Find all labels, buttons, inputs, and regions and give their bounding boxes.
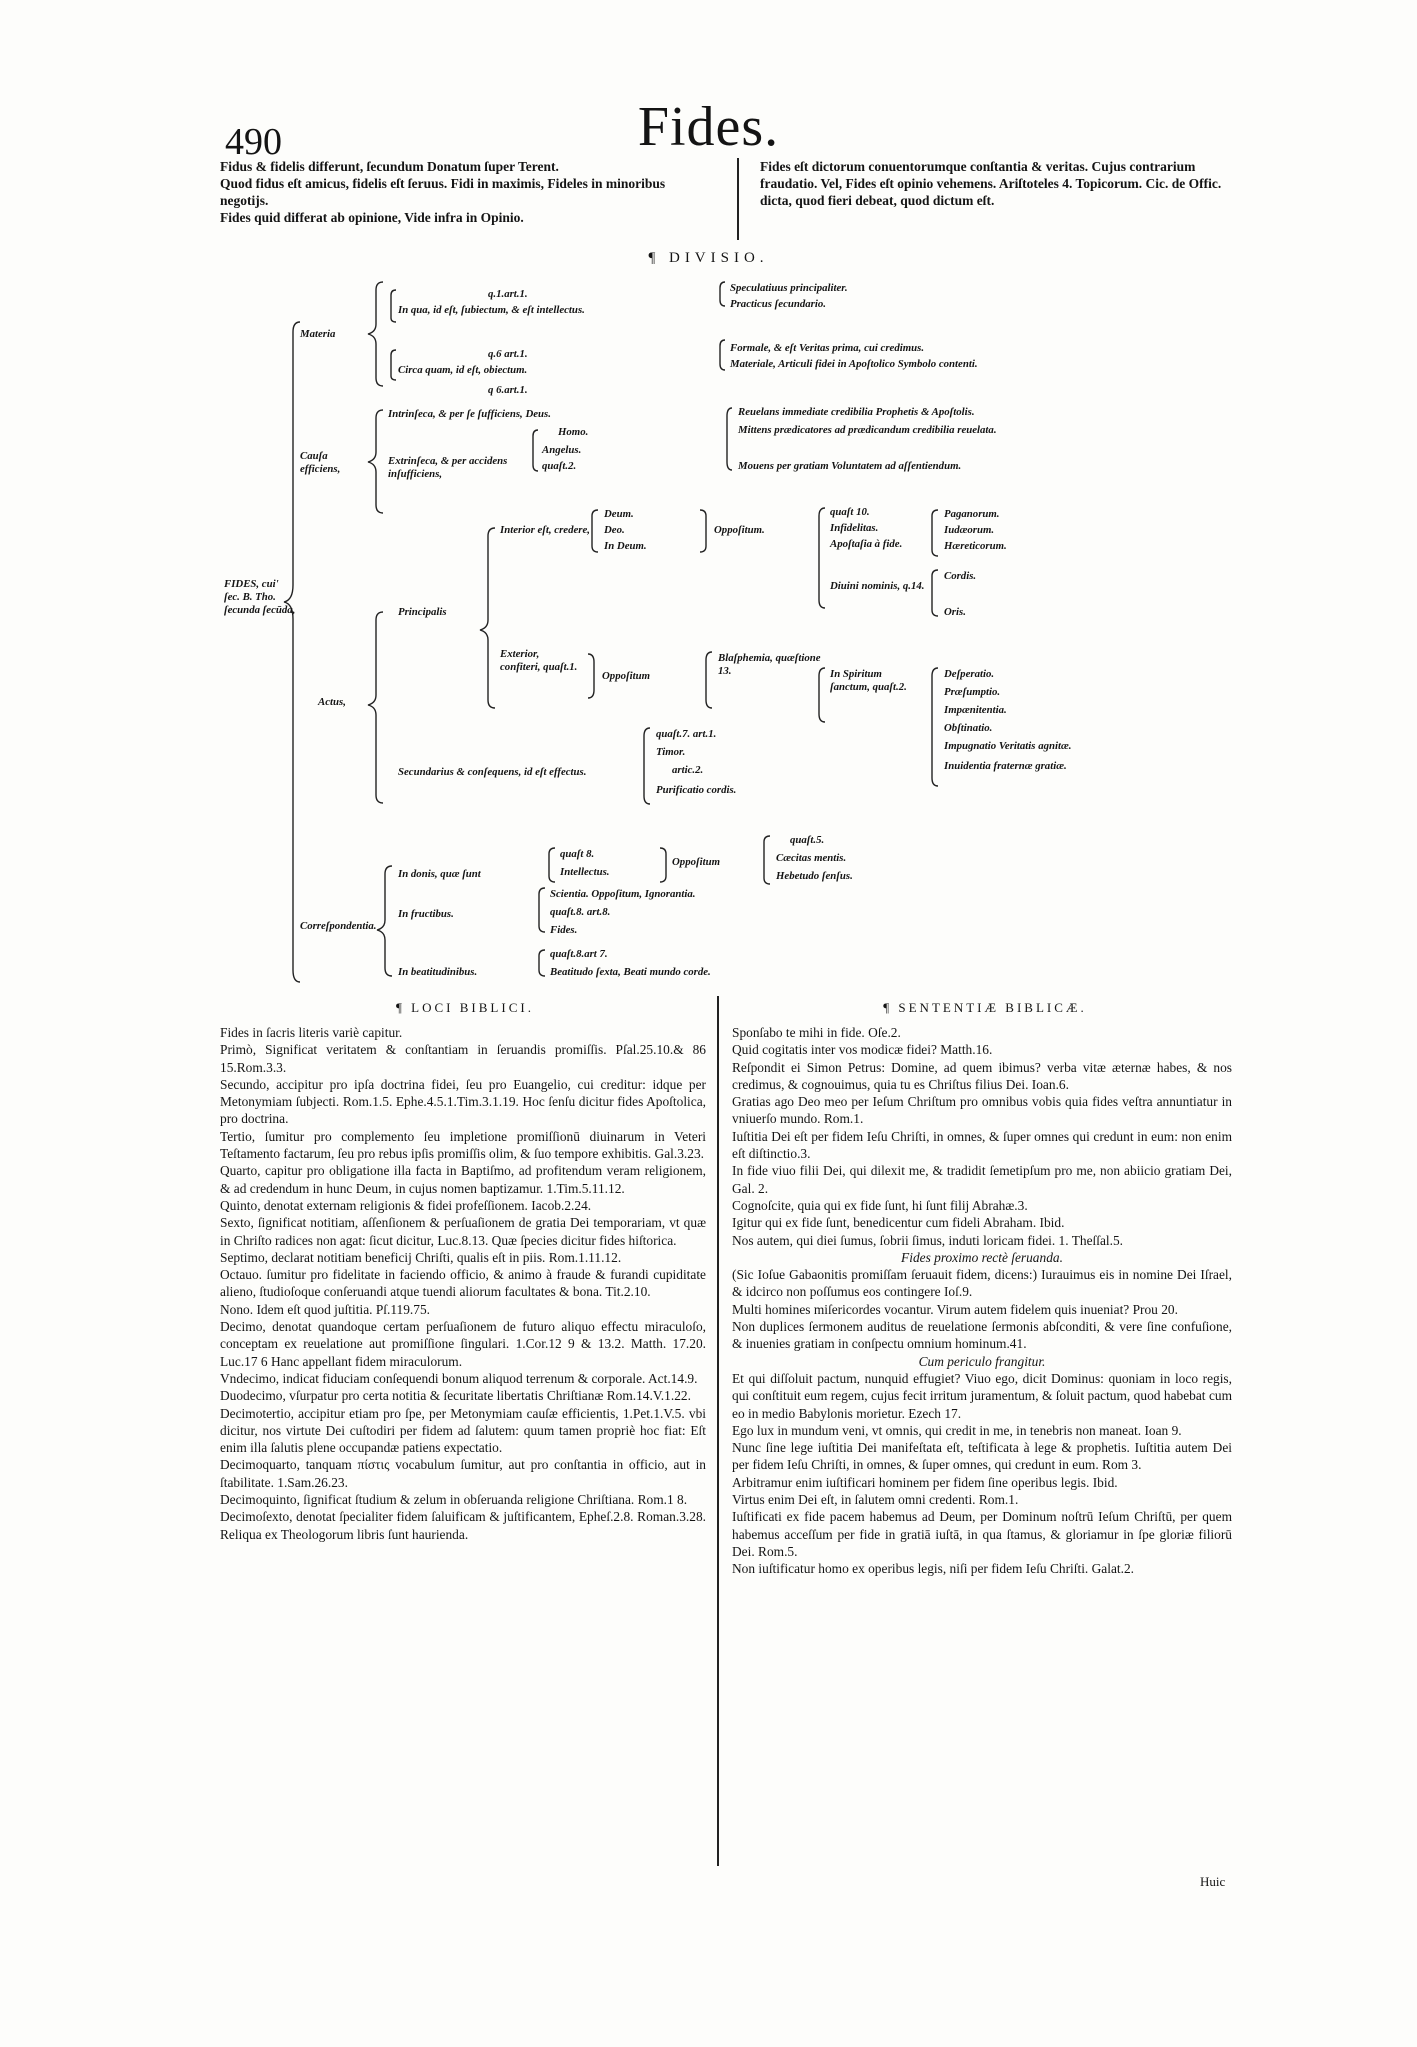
tree-leaf: Iudæorum. [944,524,995,536]
tree-leaf: Impænitentia. [944,704,1007,716]
tree-leaf: Homo. [558,426,589,438]
loci-para: Decimotertio, accipitur etiam pro ſpe, per Metonymiam cauſæ efficientis, 1.Pet.1.V.5. vbi dicitur, nos virtute Dei cuſtodiri per fidem ad ſalutem: quum tamen propriè hoc fiat: Eſt enim illa ſalutis plene occupandæ patiens expectatio. [220,1405,706,1456]
tree-leaf: Oris. [944,606,966,618]
sententia-para: Igitur qui ex fide ſunt, benedicentur cum fideli Abraham. Ibid. [732,1215,1065,1231]
catchword: Huic [1200,1874,1226,1889]
loci-para: Duodecimo, vſurpatur pro certa notitia & ſecuritate libertatis Chriſtianæ Rom.14.V.1.22. [220,1388,691,1404]
sententia-subheading: Fides proximo rectè ſeruanda. [901,1249,1063,1265]
tree-leaf: Deum. [604,508,634,520]
tree-node-secundarius: Secundarius & conſequens, id eſt effectus. [398,766,587,778]
tree-node-oppositum: Oppoſitum. [714,524,765,536]
sententia-para: Non duplices ſermonem auditus de reuelatione ſermonis abſconditi, & vere ſine confuſione, & inuenies gratiam in conſpectu omnium hominum.41. [732,1319,1232,1352]
tree-leaf: Angelus. [542,444,582,456]
sententia-para: Et qui diſſoluit pactum, nunquid effugiet? Viuo ego, dicit Dominus: quoniam in loco regis, qui conſtituit eum regem, cujus fecit irritum juramentum, & ſoluit pactum, quod habebat cum eo in medio Babylonis morietur. Ezech 17. [732,1370,1232,1421]
sententia-para: Non iuſtificatur homo ex operibus legis, niſi per fidem Ieſu Chriſti. Galat.2. [732,1561,1135,1577]
tree-leaf: Cæcitas mentis. [776,852,847,864]
column-divider [717,996,719,1866]
intro-line: Fides eſt dictorum conuentorumque conſtantia & veritas. Cujus contrarium fraudatio. Vel, Fides eſt opinio vehemens. Ariſtoteles 4. Topicorum. Cic. de Offic. dicta, quod fieri debeat, quod dictum eſt. [760,159,1222,208]
tree-leaf: Obſtinatio. [944,722,993,734]
tree-leaf: Mouens per gratiam Voluntatem ad aſſentiendum. [738,460,962,472]
tree-leaf: quaſt.5. [790,834,825,846]
tree-leaf: Beatitudo ſexta, Beati mundo corde. [550,966,711,978]
tree-ref: q.1.art.1. [488,288,528,300]
loci-para: Decimoſexto, denotat ſpecialiter fidem ſaluificam & juſtificantem, Epheſ.2.8. Roman.3.28. Reliqua ex Theologorum libris ſunt haurienda. [220,1509,706,1542]
tree-node-exterior: Exterior, confiteri, quaſt.1. [500,648,578,673]
sententia-para: Iuſtificati ex fide pacem habemus ad Deum, per Dominum noſtrū Ieſum Chriſtū, per quem habemus acceſſum per fide in gratiā iuſtā, in qua ſtamus, & gloriamur in ſpe gloriæ filiorū Dei. Rom.5. [732,1509,1232,1559]
tree-leaf: Intellectus. [560,866,610,878]
loci-para: Primò, Significat veritatem & conſtantiam in ſeruandis promiſſis. Pſal.25.10.& 86 15.Rom.3.3. [220,1042,706,1075]
tree-ref: q 6.art.1. [488,384,528,396]
loci-para: Decimoquarto, tanquam πίστις vocabulum ſumitur, aut pro conſtantia in officio, aut in ſtabilitate. 1.Sam.26.23. [220,1457,706,1490]
intro-line: Quod fidus eſt amicus, fidelis eſt ſeruus. Fidi in maximis, Fideles in minoribus negotijs. [220,176,666,208]
loci-para: Tertio, ſumitur pro complemento ſeu impletione promiſſionū diuinarum in Veteri Teſtamento factarum, ſeu pro rebus ipſis promiſſis olim, & ſuo tempore exhibitis. Gal.3.23. [220,1128,706,1162]
loci-para: Secundo, accipitur pro ipſa doctrina fidei, ſeu pro Euangelio, cui creditur: idque per Metonymiam ſubjecti. Rom.1.5. Ephe.4.5.1.Tim.3.1.19. Hoc ſenſu dicitur fides Apoſtolica, pro doctrina. [220,1076,706,1127]
tree-leaf: Scientia. Oppoſitum, Ignorantia. [550,888,696,900]
sententia-para: Virtus enim Dei eſt, in ſalutem omni credenti. Rom.1. [732,1492,1019,1508]
tree-node-principalis: Principalis [398,606,447,618]
sententia-para: Multi homines miſericordes vocantur. Virum autem fidelem quis inueniat? Prou 20. [732,1301,1178,1317]
tree-node-circa: Circa quam, id eſt, obiectum. [398,364,528,376]
loci-para: Decimoquinto, ſignificat ſtudium & zelum in obſeruanda religione Chriſtiana. Rom.1 8. [220,1492,688,1508]
tree-leaf: Practicus ſecundario. [730,298,826,310]
loci-para: Nono. Idem eſt quod juſtitia. Pſ.119.75. [220,1301,431,1317]
tree-ref: q.6 art.1. [488,348,528,360]
tree-leaf: Hæreticorum. [944,540,1007,552]
tree-leaf: Materiale, Articuli fidei in Apoſtolico Symbolo contenti. [730,358,978,370]
tree-leaf: Purificatio cordis. [656,784,737,796]
tree-leaf: Diuini nominis, q.14. [830,580,925,592]
loci-para: Quarto, capitur pro obligatione illa facta in Baptiſmo, ad profitendum veram religionem, & ad credendum in hunc Deum, in cujus nomen baptizamur. 1.Tim.5.11.12. [220,1163,706,1196]
tree-node-donis: In donis, quæ ſunt [398,868,481,880]
tree-node-causa: Cauſa efficiens, [300,450,341,475]
running-head: Fides. [637,96,780,158]
sententia-para: Arbitramur enim iuſtificari hominem per fidem ſine operibus legis. Ibid. [732,1474,1118,1490]
tree-node-oppositum: Oppoſitum [602,670,650,682]
tree-node-in-qua: In qua, id eſt, ſubiectum, & eſt intellectus. [398,304,585,316]
tree-node-actus: Actus, [318,696,346,708]
tree-leaf: In Spiritum ſanctum, quaſt.2. [830,668,907,693]
intro-line: Fides quid differat ab opinione, Vide infra in Opinio. [220,210,524,225]
sententia-para: Sponſabo te mihi in fide. Oſe.2. [732,1025,901,1040]
loci-title: ¶ LOCI BIBLICI. [396,1000,534,1015]
tree-leaf: Inuidentia fraternæ gratiæ. [944,760,1067,772]
sententia-para: Ego lux in mundum veni, vt omnis, qui credit in me, in tenebris non maneat. Ioan 9. [732,1422,1182,1438]
tree-leaf: Cordis. [944,570,977,582]
tree-leaf: Hebetudo ſenſus. [776,870,853,882]
loci-para: Septimo, declarat notitiam beneficij Chriſti, qualis eſt in piis. Rom.1.11.12. [220,1249,622,1265]
intro-line: Fidus & fidelis differunt, ſecundum Donatum ſuper Terent. [220,159,559,174]
tree-leaf: Speculatiuus principaliter. [730,282,848,294]
page-number: 490 [225,121,282,163]
tree-node-correspondentia: Correſpondentia. [300,920,377,932]
tree-node-extrinseca: Extrinſeca, & per accidens inſufficiens, [388,455,508,480]
tree-leaf: In Deum. [604,540,647,552]
loci-para: Vndecimo, indicat fiduciam conſequendi bonum aliquod terrenum & corporale. Act.14.9. [220,1370,698,1386]
divisio-title: ¶ DIVISIO. [648,250,769,266]
sententiae-title: ¶ SENTENTIÆ BIBLICÆ. [883,1000,1087,1015]
sententia-para: Nos autem, qui diei ſumus, ſobrii ſimus, induti loricam fidei. 1. Theſſal.5. [732,1232,1124,1248]
tree-leaf: artic.2. [672,764,704,776]
sententia-para: Iuſtitia Dei eſt per fidem Ieſu Chriſti, in omnes, & ſuper omnes qui credunt in eum: non enim eſt diſtinctio.3. [732,1128,1232,1162]
loci-para: Quinto, denotat externam religionis & fidei profeſſionem. Iacob.2.24. [220,1197,592,1213]
tree-leaf: Fides. [550,924,578,936]
tree-leaf: Formale, & eſt Veritas prima, cui credimus. [730,342,925,354]
tree-leaf: quaſt 10. [830,506,870,518]
tree-leaf: Deſperatio. [944,668,995,680]
sententia-para: Gratias ago Deo meo per Ieſum Chriſtum pro omnibus vobis quia fides veſtra annuntiatur in vniuerſo mundo. Rom.1. [732,1094,1232,1127]
tree-leaf: Reuelans immediate credibilia Prophetis & Apoſtolis. [738,406,975,418]
tree-node-materia: Materia [300,328,336,340]
tree-leaf: quaſt.8.art 7. [550,948,608,960]
tree-node-intrinseca: Intrinſeca, & per ſe ſufficiens, Deus. [388,408,551,420]
loci-column [220,1024,706,1543]
sententia-para: (Sic Ioſue Gabaonitis promiſſam ſeruauit fidem, dicens:) Iurauimus eis in nomine Dei Iſrael, & idcirco non poſſumus eos contingere Ioſ.9. [732,1267,1232,1300]
tree-node-beatitudinibus: In beatitudinibus. [398,966,478,978]
sententia-para: In fide viuo filii Dei, qui dilexit me, & tradidit ſemetipſum pro me, non abiicio gratiam Dei, Gal. 2. [732,1163,1232,1196]
tree-leaf: quaſt.8. art.8. [550,906,611,918]
sententiae-column [732,1024,1232,1578]
tree-leaf: Deo. [604,524,625,536]
tree-ref: quaſt 8. [560,848,595,860]
tree-leaf: quaſt.7. art.1. [656,728,717,740]
tree-node-interior: Interior eſt, credere, [500,524,590,536]
tree-root: FIDES, cui' ſec. B. Tho. ſecunda ſecūda, [224,578,296,616]
sententia-para: Reſpondit ei Simon Petrus: Domine, ad quem ibimus? verba vitæ æternæ habes, & nos credimus, & cognouimus, quia tu es Chriſtus filius Dei. Ioan.6. [732,1059,1232,1092]
tree-leaf: Timor. [656,746,686,758]
loci-para: Fides in ſacris literis variè capitur. [220,1025,403,1040]
tree-leaf: Blaſphemia, quæſtione 13. [718,652,821,677]
tree-node-oppositum: Oppoſitum [672,856,720,868]
tree-leaf: Apoſtaſia à fide. [830,538,903,550]
sententia-para: Cognoſcite, quia qui ex fide ſunt, hi ſunt filij Abrahæ.3. [732,1197,1028,1213]
sententia-para: Quid cogitatis inter vos modicæ fidei? Matth.16. [732,1042,993,1058]
tree-leaf: Impugnatio Veritatis agnitæ. [944,740,1072,752]
loci-para: Octauo. ſumitur pro fidelitate in faciendo officio, & animo à fraude & furandi cupiditate alieno, ſtudioſoque conſeruandi atque tuendi aliorum facultates & bona. Tit.2.10. [220,1267,706,1300]
tree-leaf: Paganorum. [944,508,1000,520]
tree-leaf: Præſumptio. [944,686,1001,698]
loci-para: Sexto, ſignificat notitiam, aſſenſionem & perſuaſionem de gratia Dei temporariam, vt quæ in Chriſto radices non agat: ſicut dicitur, Luc.8.13. Quæ ſpecies dicitur fides hiſtorica. [220,1215,706,1248]
loci-para: Decimo, denotat quandoque certam perſuaſionem de futuro aliquo effectu miraculoſo, conceptam ex reuelatione aut promiſſione ſingulari. 1.Cor.12 9 & 13.2. Matth. 17.20. Luc.17 6 Hanc appellant fidem miraculorum. [220,1319,706,1369]
tree-node-fructibus: In fructibus. [398,908,454,920]
sententia-subheading: Cum periculo frangitur. [918,1353,1046,1369]
sententia-para: Nunc ſine lege iuſtitia Dei manifeſtata eſt, teſtificata à lege & prophetis. Iuſtitia autem Dei per fidem Ieſu Chriſti, in omnes, & ſuper omnes, qui credunt in eum. Rom 3. [732,1440,1232,1473]
tree-leaf: Infidelitas. [830,522,879,534]
tree-leaf: quaſt.2. [542,460,577,472]
tree-leaf: Mittens prædicatores ad prædicandum credibilia reuelata. [738,424,997,436]
